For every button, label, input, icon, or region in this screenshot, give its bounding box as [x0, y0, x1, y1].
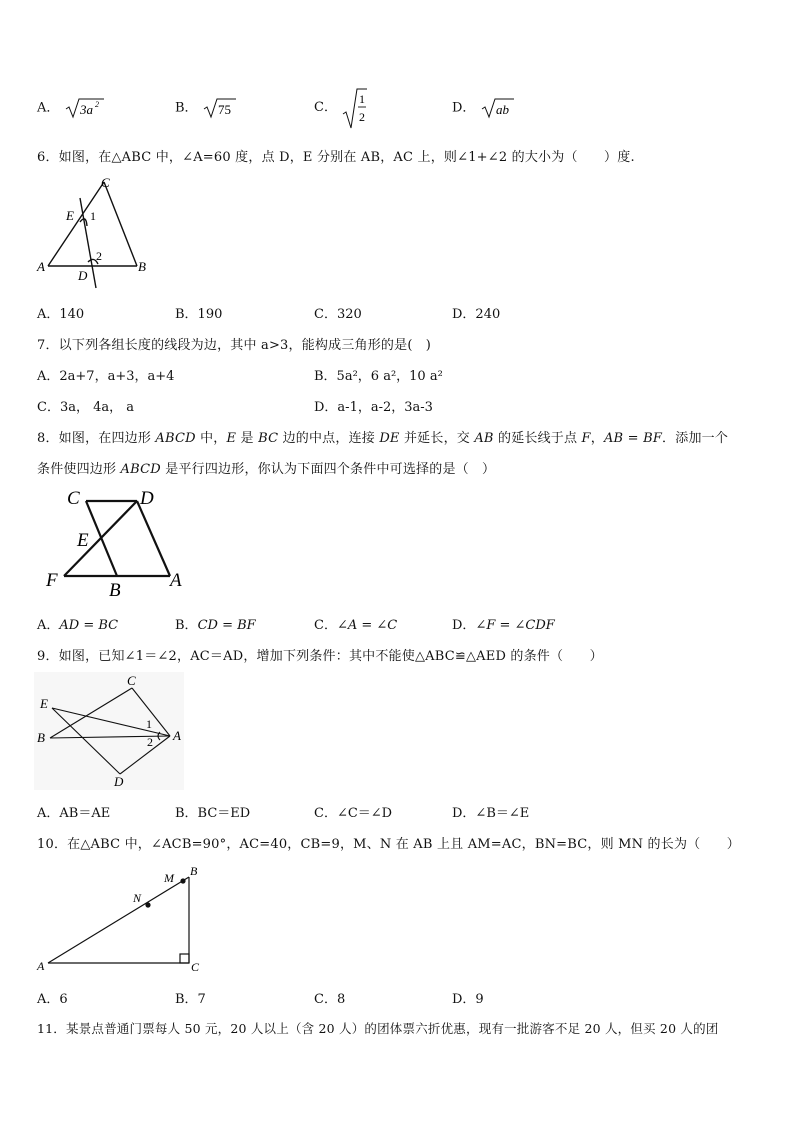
label-b: B — [138, 259, 146, 274]
math-abcd: ABCD — [155, 431, 196, 446]
q5-option-a[interactable] — [37, 96, 104, 120]
option-expr: CD = BF — [197, 618, 256, 633]
option-label: A． — [37, 618, 60, 633]
stem-text: 条件使四边形 — [37, 462, 121, 477]
q8-option-d[interactable] — [452, 614, 555, 633]
label-b: B — [190, 864, 198, 878]
q9-triangles-figure — [34, 672, 184, 790]
label-n: N — [133, 891, 142, 905]
label-angle-1: 1 — [90, 209, 96, 223]
label-angle-2: 2 — [96, 249, 102, 263]
label-a: A — [170, 570, 182, 591]
radical-sign — [480, 96, 514, 120]
q7-option-b[interactable]: B．5a²，6 a²，10 a² — [314, 369, 443, 384]
q8-option-c[interactable] — [314, 614, 397, 633]
option-label: D． — [452, 100, 476, 116]
q6-stem: 6．如图，在△ABC 中，∠A=60 度，点 D，E 分别在 AB，AC 上，则∠1+∠2 的大小为（ ）度. — [37, 150, 635, 165]
exponent: 2 — [94, 100, 99, 109]
option-expr: ∠A = ∠C — [336, 618, 398, 633]
radicand: ab — [495, 102, 509, 117]
q9-option-c[interactable]: C．∠C＝∠D — [314, 806, 393, 821]
fraction-numerator: 1 — [359, 92, 366, 106]
radicand: 75 — [217, 102, 231, 117]
q8-option-a[interactable] — [37, 614, 118, 633]
label-c: C — [127, 673, 136, 688]
radical-sign — [202, 96, 236, 120]
option-expr: AD = BC — [59, 618, 119, 633]
label-c: C — [67, 488, 80, 509]
radical-sign — [341, 86, 367, 132]
fraction-denominator: 2 — [359, 110, 366, 124]
q7-option-d[interactable]: D．a-1，a-2，3a-3 — [314, 400, 433, 415]
label-a: A — [173, 728, 181, 743]
q9-option-a[interactable]: A．AB＝AE — [37, 806, 111, 821]
stem-text: 的延长线于点 — [493, 431, 582, 446]
option-label: D． — [452, 618, 476, 633]
math-e: E — [226, 431, 237, 446]
label-angle-1: 1 — [146, 717, 152, 731]
stem-text: ， — [590, 431, 604, 446]
q8-stem-line-2 — [37, 458, 495, 477]
label-c: C — [101, 175, 110, 190]
stem-text: 是平行四边形，你认为下面四个条件中可选择的是（ ） — [160, 462, 496, 477]
q10-option-d[interactable]: D．9 — [452, 992, 484, 1007]
q10-stem: 10．在△ABC 中，∠ACB=90°，AC=40，CB=9，M、N 在 AB 上且 AM=AC，BN=BC，则 MN 的长为（ ） — [37, 837, 740, 852]
q6-option-b[interactable]: B．190 — [175, 307, 223, 322]
label-angle-2: 2 — [147, 735, 153, 749]
q5-option-c[interactable] — [314, 86, 367, 132]
option-label: C． — [314, 100, 337, 115]
math-ab: AB — [474, 431, 494, 446]
option-label: A． — [37, 100, 60, 116]
q8-stem-line-1 — [37, 427, 728, 446]
q5-option-d[interactable] — [452, 96, 514, 120]
q9-option-d[interactable]: D．∠B＝∠E — [452, 806, 530, 821]
q10-option-a[interactable]: A．6 — [37, 992, 68, 1007]
stem-text: 中， — [195, 431, 227, 446]
q8-option-b[interactable] — [175, 614, 256, 633]
label-f: F — [46, 570, 58, 591]
label-m: M — [164, 871, 174, 885]
stem-text: 边的中点，连接 — [278, 431, 380, 446]
q10-option-c[interactable]: C．8 — [314, 992, 346, 1007]
q9-stem: 9．如图，已知∠1＝∠2，AC＝AD，增加下列条件：其中不能使△ABC≌△AED 的条件（ ） — [37, 649, 603, 664]
label-e: E — [66, 208, 74, 223]
option-label: B． — [175, 100, 198, 116]
math-abcd: ABCD — [120, 462, 161, 477]
q10-option-b[interactable]: B．7 — [175, 992, 206, 1007]
label-a: A — [37, 259, 45, 274]
label-b: B — [37, 730, 45, 745]
q6-option-d[interactable]: D．240 — [452, 307, 501, 322]
math-bc: BC — [258, 431, 279, 446]
math-f: F — [581, 431, 591, 446]
option-expr: ∠F = ∠CDF — [475, 618, 555, 633]
math-de: DE — [379, 431, 400, 446]
label-e: E — [40, 696, 48, 711]
radical-sign — [64, 96, 104, 120]
q7-option-c[interactable]: C．3a， 4a， a — [37, 400, 135, 415]
stem-text: ．添加一个 — [662, 431, 729, 446]
label-d: D — [114, 774, 124, 789]
label-c: C — [191, 960, 200, 974]
stem-text: 是 — [236, 431, 259, 446]
q8-quadrilateral-figure — [42, 484, 192, 600]
q7-option-a[interactable]: A．2a+7，a+3，a+4 — [37, 369, 175, 384]
label-a: A — [37, 959, 45, 973]
math-ab-eq-bf: AB = BF — [603, 431, 663, 446]
option-label: C． — [314, 618, 337, 633]
q6-option-c[interactable]: C．320 — [314, 307, 362, 322]
q7-stem: 7．以下列各组长度的线段为边，其中 a>3，能构成三角形的是( ) — [37, 338, 432, 353]
q10-right-triangle-figure — [34, 860, 209, 978]
label-b: B — [109, 580, 121, 600]
q11-stem: 11．某景点普通门票每人 50 元，20 人以上（含 20 人）的团体票六折优惠，现有一批游客不足 20 人，但买 20 人的团 — [37, 1021, 719, 1036]
q9-option-b[interactable]: B．BC＝ED — [175, 806, 251, 821]
option-label: B． — [175, 618, 198, 633]
q6-triangle-figure — [34, 172, 159, 290]
q6-option-a[interactable]: A．140 — [37, 307, 85, 322]
stem-text: 8．如图，在四边形 — [37, 431, 156, 446]
radicand: 3a — [79, 102, 93, 117]
q5-option-b[interactable] — [175, 96, 236, 120]
label-d: D — [140, 488, 154, 509]
stem-text: 并延长，交 — [399, 431, 475, 446]
label-d: D — [78, 268, 88, 283]
label-e: E — [77, 530, 89, 551]
